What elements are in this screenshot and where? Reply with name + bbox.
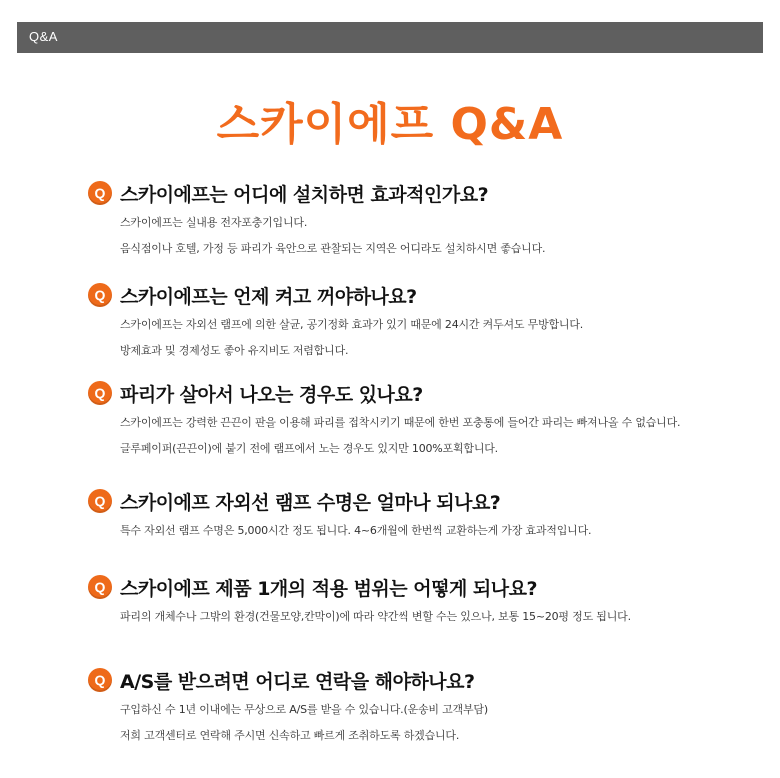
answer-1-line-1: 스카이에프는 실내용 전자포충기입니다. (120, 216, 308, 229)
question-3: 파리가 살아서 나오는 경우도 있나요? (120, 384, 423, 406)
answer-3-line-2: 글루페이퍼(끈끈이)에 붙기 전에 램프에서 노는 경우도 있지만 100%포획합니다. (120, 442, 498, 455)
answer-5-line-1: 파리의 개체수나 그밖의 환경(건물모양,칸막이)에 따라 약간씩 변할 수는 있으나, 보통 15~20평 정도 됩니다. (120, 610, 631, 623)
header-label: Q&A (29, 29, 58, 44)
q-badge-icon: Q (88, 381, 112, 405)
page-title: 스카이에프 Q&A (216, 99, 564, 150)
question-4: 스카이에프 자외선 램프 수명은 얼마나 되나요? (120, 492, 501, 514)
question-6: A/S를 받으려면 어디로 연락을 해야하나요? (120, 671, 475, 693)
answer-3-line-1: 스카이에프는 강력한 끈끈이 판을 이용해 파리를 접착시키기 때문에 한번 포충통에 들어간 파리는 빠져나올 수 없습니다. (120, 416, 681, 429)
header-bar (17, 22, 763, 53)
answer-6-line-2: 저희 고객센터로 연락해 주시면 신속하고 빠르게 조취하도록 하겠습니다. (120, 729, 460, 742)
answer-2-line-2: 방제효과 및 경제성도 좋아 유지비도 저렴합니다. (120, 344, 349, 357)
answer-6-line-1: 구입하신 수 1년 이내에는 무상으로 A/S를 받을 수 있습니다.(운송비 고객부담) (120, 703, 488, 716)
answer-2-line-1: 스카이에프는 자외선 램프에 의한 살균, 공기정화 효과가 있기 때문에 24시간 켜두셔도 무방합니다. (120, 318, 584, 331)
answer-1-line-2: 음식점이나 호텔, 가정 등 파리가 육안으로 관찰되는 지역은 어디라도 설치하시면 좋습니다. (120, 242, 546, 255)
q-badge-icon: Q (88, 283, 112, 307)
q-badge-icon: Q (88, 181, 112, 205)
question-1: 스카이에프는 어디에 설치하면 효과적인가요? (120, 184, 489, 206)
question-2: 스카이에프는 언제 켜고 꺼야하나요? (120, 286, 417, 308)
q-badge-icon: Q (88, 575, 112, 599)
answer-4-line-1: 특수 자외선 램프 수명은 5,000시간 정도 됩니다. 4~6개월에 한번씩 교환하는게 가장 효과적입니다. (120, 524, 592, 537)
q-badge-icon: Q (88, 489, 112, 513)
q-badge-icon: Q (88, 668, 112, 692)
question-5: 스카이에프 제품 1개의 적용 범위는 어떻게 되나요? (120, 578, 538, 600)
